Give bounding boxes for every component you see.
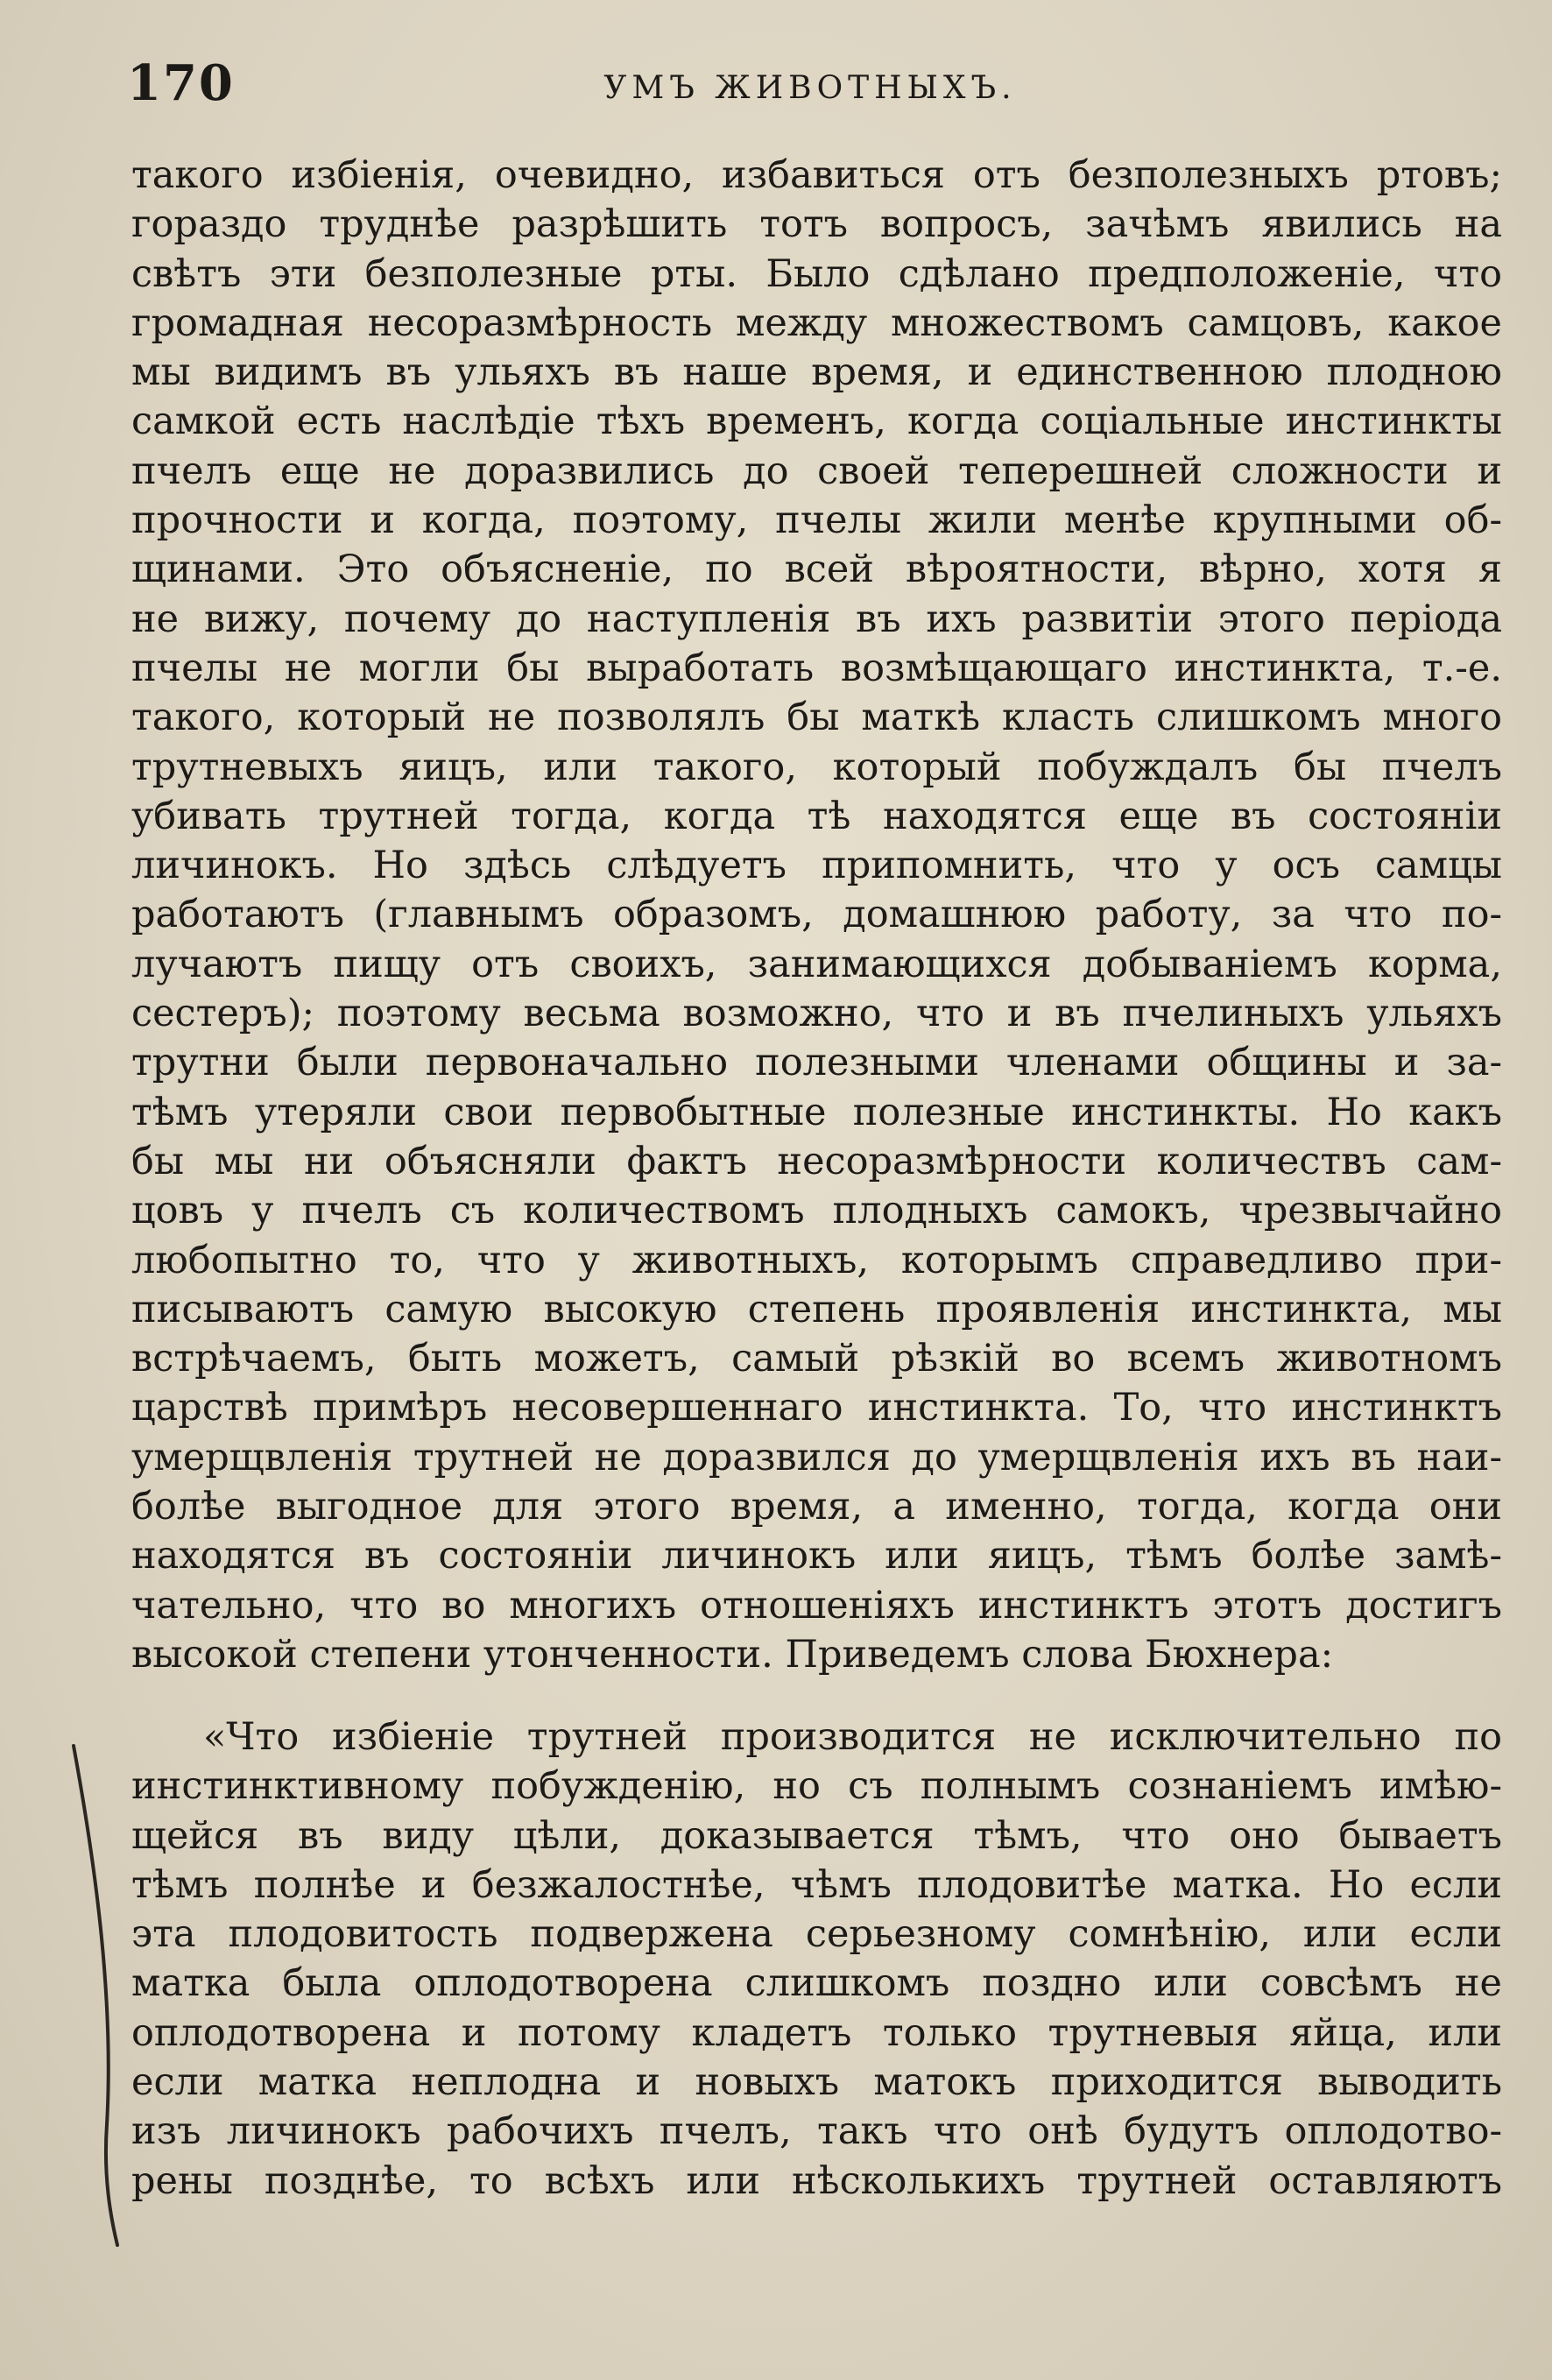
text-line: трутни были первоначально полезными членами общины и за- (131, 1041, 1502, 1085)
text-line: прочности и когда, поэтому, пчелы жили менѣе крупными об- (131, 498, 1502, 543)
text-line: встрѣчаемъ, быть можетъ, самый рѣзкій во всемъ животномъ (131, 1337, 1502, 1381)
text-line: умерщвленія трутней не доразвился до умерщвленія ихъ въ наи- (131, 1435, 1502, 1480)
quote-line: оплодотворена и потому кладетъ только трутневыя яйца, или (131, 2010, 1502, 2055)
text-line: бы мы ни объясняли фактъ несоразмѣрности количествъ сам- (131, 1139, 1502, 1183)
text-line: цовъ у пчелъ съ количествомъ плодныхъ самокъ, чрезвычайно (131, 1189, 1502, 1233)
text-line: находятся въ состояніи личинокъ или яицъ, тѣмъ болѣе замѣ- (131, 1534, 1502, 1578)
quote-line: щейся въ виду цѣли, доказывается тѣмъ, что оно бываетъ (131, 1813, 1502, 1858)
text-line: такого избіенія, очевидно, избавиться отъ безполезныхъ ртовъ; (131, 153, 1502, 197)
text-line: любопытно то, что у животныхъ, которымъ справедливо при- (131, 1238, 1502, 1282)
page-number: 170 (127, 54, 235, 112)
buchner-quote (131, 1713, 1502, 2206)
text-line: такого, который не позволялъ бы маткѣ класть слишкомъ много (131, 696, 1502, 740)
text-line: громадная несоразмѣрность между множествомъ самцовъ, какое (131, 300, 1502, 345)
text-line: самкой есть наслѣдіе тѣхъ временъ, когда соціальные инстинкты (131, 399, 1502, 444)
text-line: убивать трутней тогда, когда тѣ находятся еще въ состояніи (131, 794, 1502, 838)
text-line: высокой степени утонченности. Приведемъ слова Бюхнера: (131, 1632, 1334, 1677)
text-line: гораздо труднѣе разрѣшить тотъ вопросъ, зачѣмъ явились на (131, 202, 1502, 247)
running-title: УМЪ ЖИВОТНЫХЪ. (603, 70, 1017, 106)
pencil-stroke (74, 1746, 117, 2245)
quote-line: матка была оплодотворена слишкомъ поздно или совсѣмъ не (131, 1961, 1502, 2006)
quote-line: если матка неплодна и новыхъ матокъ приходится выводить (131, 2060, 1502, 2105)
page-header (127, 54, 1493, 116)
text-line: пчелъ еще не доразвились до своей теперешней сложности и (131, 448, 1502, 493)
text-line: болѣе выгодное для этого время, а именно, тогда, когда они (131, 1485, 1502, 1529)
main-paragraph (131, 151, 1502, 1679)
text-line: личинокъ. Но здѣсь слѣдуетъ припомнить, что у осъ самцы (131, 844, 1502, 888)
quote-line: эта плодовитость подвержена серьезному сомнѣнію, или если (131, 1912, 1502, 1957)
text-line: тѣмъ утеряли свои первобытные полезные инстинкты. Но какъ (131, 1090, 1502, 1134)
text-line: трутневыхъ яицъ, или такого, который побуждалъ бы пчелъ (131, 745, 1502, 789)
quote-line: «Что избіеніе трутней производится не исключительно по (203, 1715, 1502, 1759)
text-line: чательно, что во многихъ отношеніяхъ инстинктъ этотъ достигъ (131, 1583, 1502, 1628)
quote-line: инстинктивному побужденію, но съ полнымъ сознаніемъ имѣю- (131, 1764, 1502, 1809)
text-line: мы видимъ въ ульяхъ въ наше время, и единственною плодною (131, 350, 1502, 395)
text-line: щинами. Это объясненіе, по всей вѣроятности, вѣрно, хотя я (131, 547, 1502, 592)
text-line: работаютъ (главнымъ образомъ, домашнюю работу, за что по- (131, 893, 1502, 937)
margin-pencil-mark (63, 1739, 142, 2251)
quote-line: изъ личинокъ рабочихъ пчелъ, такъ что онѣ будутъ оплодотво- (131, 2109, 1502, 2154)
text-line: не вижу, почему до наступленія въ ихъ развитіи этого періода (131, 597, 1502, 641)
text-line: пчелы не могли бы выработать возмѣщающаго инстинкта, т.-е. (131, 646, 1502, 690)
text-line: сестеръ); поэтому весьма возможно, что и въ пчелиныхъ ульяхъ (131, 992, 1502, 1036)
quote-line: тѣмъ полнѣе и безжалостнѣе, чѣмъ плодовитѣе матка. Но если (131, 1862, 1502, 1907)
quote-line: рены позднѣе, то всѣхъ или нѣсколькихъ трутней оставляютъ (131, 2158, 1502, 2203)
text-line: царствѣ примѣръ несовершеннаго инстинкта. То, что инстинктъ (131, 1386, 1502, 1430)
text-line: лучаютъ пищу отъ своихъ, занимающихся добываніемъ корма, (131, 942, 1502, 986)
text-line: писываютъ самую высокую степень проявленія инстинкта, мы (131, 1287, 1502, 1331)
text-line: свѣтъ эти безполезные рты. Было сдѣлано предположеніе, что (131, 251, 1502, 296)
